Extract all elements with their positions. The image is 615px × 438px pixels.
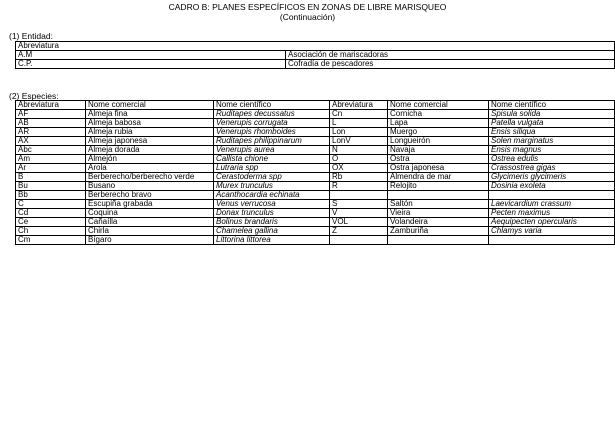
species-row: [16, 155, 615, 164]
abbrev-cell: L: [330, 119, 388, 128]
scientific-name-cell: Aequipecten opercularis: [489, 218, 615, 227]
scientific-name-cell: Dosinia exoleta: [489, 182, 615, 191]
scientific-name-cell: [489, 191, 615, 200]
abbrev-cell: Abc: [16, 146, 86, 155]
scientific-name-cell: Littorina littorea: [214, 236, 330, 245]
abbrev-cell: S: [330, 200, 388, 209]
scientific-name-cell: Pecten maximus: [489, 209, 615, 218]
scientific-name-cell: Venerupis aurea: [214, 146, 330, 155]
common-name-cell: Almeja dorada: [86, 146, 214, 155]
header-abbrev: Abreviatura: [16, 101, 86, 110]
common-name-cell: [388, 236, 489, 245]
common-name-cell: Lapa: [388, 119, 489, 128]
abbrev-cell: V: [330, 209, 388, 218]
species-table: [15, 100, 615, 245]
abbrev-cell: Bu: [16, 182, 86, 191]
common-name-cell: Almeja japonesa: [86, 137, 214, 146]
abbrev-cell: R: [330, 182, 388, 191]
abbrev-cell: Cn: [330, 110, 388, 119]
common-name-cell: Longueirón: [388, 137, 489, 146]
scientific-name-cell: Ostrea edulis: [489, 155, 615, 164]
scientific-name-cell: Spisula solida: [489, 110, 615, 119]
abbrev-cell: Cd: [16, 209, 86, 218]
common-name-cell: Saltón: [388, 200, 489, 209]
header-scientific-name: Nome científico: [489, 101, 615, 110]
abbrev-cell: Am: [16, 155, 86, 164]
page-subtitle: (Continuación): [279, 12, 336, 22]
abbrev-cell: VOL: [330, 218, 388, 227]
species-row: [16, 218, 615, 227]
species-row: [16, 119, 615, 128]
header-abbrev: Abreviatura: [330, 101, 388, 110]
common-name-cell: Zamburiña: [388, 227, 489, 236]
scientific-name-cell: Murex trunculus: [214, 182, 330, 191]
species-row: [16, 236, 615, 245]
entity-name-cell: Cofradía de pescadores: [286, 60, 615, 69]
species-row: [16, 164, 615, 173]
scientific-name-cell: Cerastoderma spp: [214, 173, 330, 182]
header-common-name: Nome comercial: [388, 101, 489, 110]
common-name-cell: Vieira: [388, 209, 489, 218]
species-row: [16, 191, 615, 200]
species-section-label: (2) Especies:: [9, 91, 59, 101]
entity-header-row: [16, 42, 615, 51]
scientific-name-cell: Ensis siliqua: [489, 128, 615, 137]
abbrev-cell: O: [330, 155, 388, 164]
species-row: [16, 173, 615, 182]
entity-row: [16, 51, 615, 60]
common-name-cell: [388, 191, 489, 200]
abbrev-cell: Bb: [16, 191, 86, 200]
abbrev-cell: Z: [330, 227, 388, 236]
common-name-cell: Chirla: [86, 227, 214, 236]
scientific-name-cell: Patella vulgata: [489, 119, 615, 128]
abbrev-cell: N: [330, 146, 388, 155]
abbrev-cell: Ch: [16, 227, 86, 236]
abbrev-cell: AR: [16, 128, 86, 137]
common-name-cell: Almeja rubia: [86, 128, 214, 137]
scientific-name-cell: Acanthocardia echinata: [214, 191, 330, 200]
scientific-name-cell: Donax trunculus: [214, 209, 330, 218]
species-row: [16, 110, 615, 119]
abbrev-cell: Rb: [330, 173, 388, 182]
common-name-cell: Almejón: [86, 155, 214, 164]
scientific-name-cell: Solen marginatus: [489, 137, 615, 146]
scientific-name-cell: Chlamys varia: [489, 227, 615, 236]
abbrev-cell: OX: [330, 164, 388, 173]
abbrev-cell: [330, 191, 388, 200]
entity-abbrev-cell: A.M: [16, 51, 286, 60]
abbrev-cell: Lon: [330, 128, 388, 137]
common-name-cell: Cañaílla: [86, 218, 214, 227]
common-name-cell: Escupiña grabada: [86, 200, 214, 209]
abbrev-cell: AF: [16, 110, 86, 119]
common-name-cell: Almendra de mar: [388, 173, 489, 182]
entity-table: [15, 41, 615, 69]
scientific-name-cell: Bolinus brandaris: [214, 218, 330, 227]
abbrev-cell: Ar: [16, 164, 86, 173]
header-scientific-name: Nome científico: [214, 101, 330, 110]
common-name-cell: Berberecho/berberecho verde: [86, 173, 214, 182]
common-name-cell: Ostra: [388, 155, 489, 164]
entity-abbrev-cell: C.P.: [16, 60, 286, 69]
scientific-name-cell: Venus verrucosa: [214, 200, 330, 209]
scientific-name-cell: Lutraria spp: [214, 164, 330, 173]
species-row: [16, 182, 615, 191]
scientific-name-cell: Venerupis corrugata: [214, 119, 330, 128]
common-name-cell: Almeja babosa: [86, 119, 214, 128]
common-name-cell: Coquina: [86, 209, 214, 218]
entity-row: [16, 60, 615, 69]
scientific-name-cell: Chamelea gallina: [214, 227, 330, 236]
species-row: [16, 209, 615, 218]
species-row: [16, 227, 615, 236]
common-name-cell: Volandeira: [388, 218, 489, 227]
common-name-cell: Relojito: [388, 182, 489, 191]
common-name-cell: Navaja: [388, 146, 489, 155]
scientific-name-cell: Venerupis rhomboides: [214, 128, 330, 137]
abbrev-cell: Ce: [16, 218, 86, 227]
species-row: [16, 146, 615, 155]
scientific-name-cell: Laevicardium crassum: [489, 200, 615, 209]
species-row: [16, 128, 615, 137]
scientific-name-cell: Ruditapes decussatus: [214, 110, 330, 119]
abbrev-cell: C: [16, 200, 86, 209]
abbrev-cell: AB: [16, 119, 86, 128]
common-name-cell: Muergo: [388, 128, 489, 137]
entity-name-cell: Asociación de mariscadoras: [286, 51, 615, 60]
page-title: CADRO B: PLANES ESPECÍFICOS EN ZONAS DE LIBRE MARISQUEO: [168, 2, 447, 12]
common-name-cell: Cornicha: [388, 110, 489, 119]
common-name-cell: Busano: [86, 182, 214, 191]
header-common-name: Nome comercial: [86, 101, 214, 110]
entity-section-label: (1) Entidad:: [9, 31, 53, 41]
scientific-name-cell: Ruditapes philippinarum: [214, 137, 330, 146]
abbrev-cell: AX: [16, 137, 86, 146]
species-header-row: [16, 101, 615, 110]
abbrev-cell: [330, 236, 388, 245]
abbrev-cell: LonV: [330, 137, 388, 146]
scientific-name-cell: Ensis magnus: [489, 146, 615, 155]
scientific-name-cell: [489, 236, 615, 245]
abbrev-cell: B: [16, 173, 86, 182]
common-name-cell: Bígaro: [86, 236, 214, 245]
entity-header-cell: Abreviatura: [16, 42, 615, 51]
scientific-name-cell: Crassostrea gigas: [489, 164, 615, 173]
scientific-name-cell: Callista chione: [214, 155, 330, 164]
species-row: [16, 200, 615, 209]
common-name-cell: Berberecho bravo: [86, 191, 214, 200]
abbrev-cell: Cm: [16, 236, 86, 245]
common-name-cell: Ostra japonesa: [388, 164, 489, 173]
scientific-name-cell: Glycimeris glycimeris: [489, 173, 615, 182]
species-row: [16, 137, 615, 146]
common-name-cell: Almeja fina: [86, 110, 214, 119]
common-name-cell: Arola: [86, 164, 214, 173]
